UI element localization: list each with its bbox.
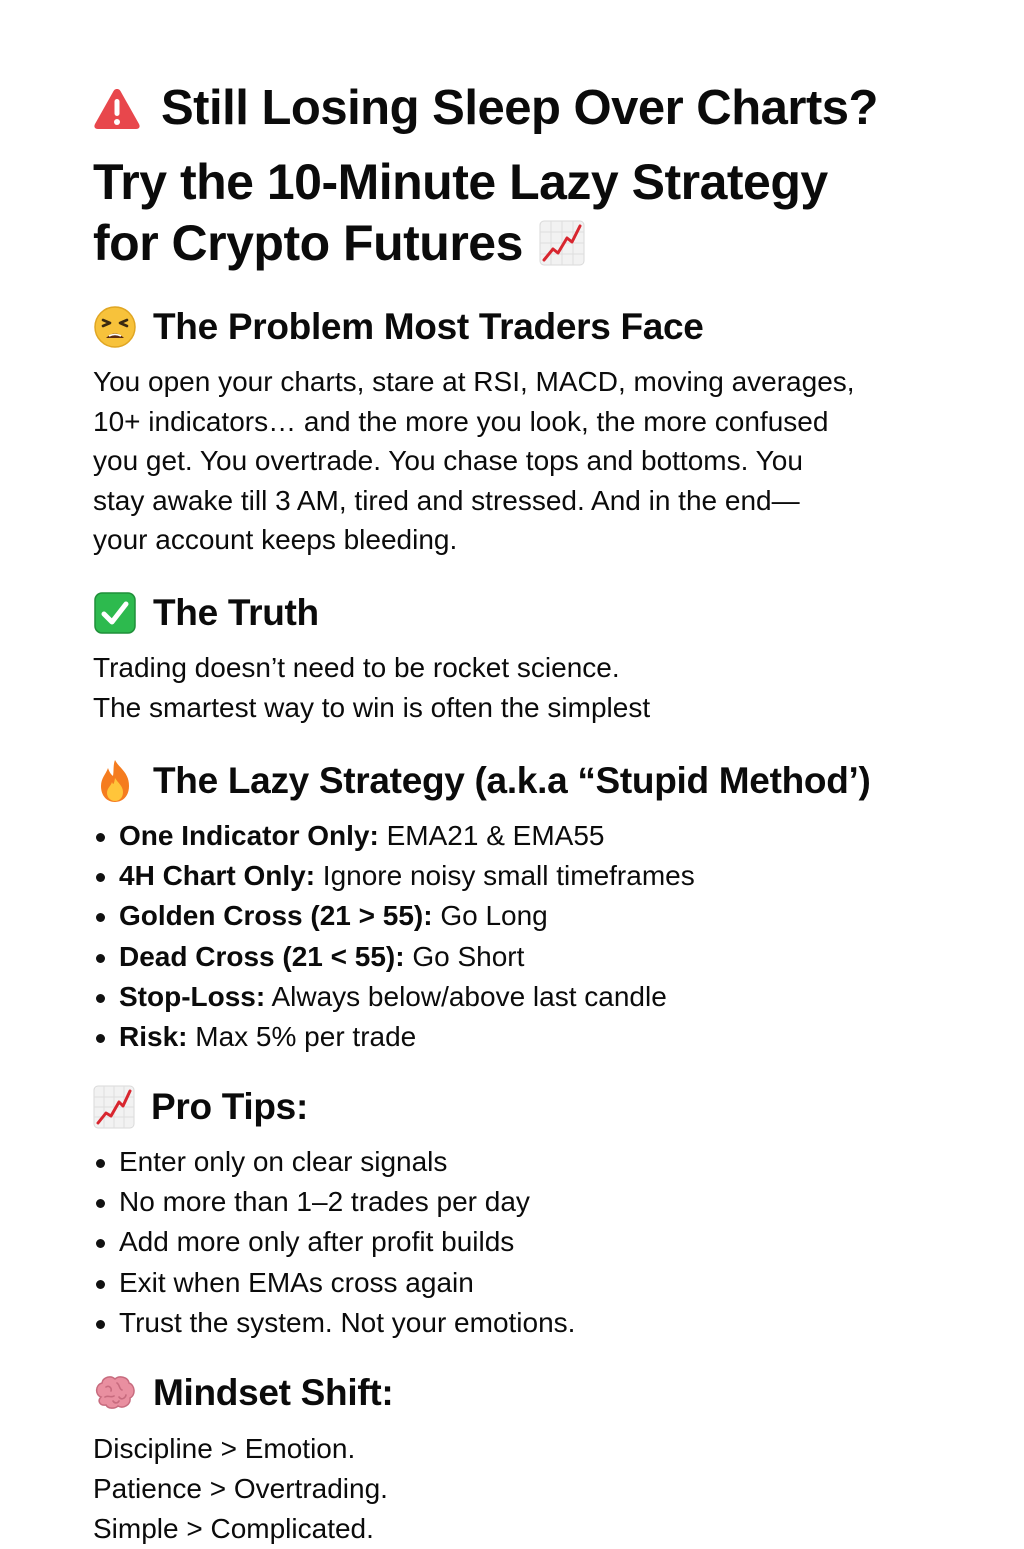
item-text: Go Short xyxy=(404,940,525,972)
item-label: Risk: xyxy=(119,1020,188,1052)
tips-heading-text: Pro Tips: xyxy=(151,1086,308,1127)
section-heading-tips xyxy=(93,1084,308,1130)
tired-face-icon xyxy=(93,305,137,349)
paragraph-line: 10+ indicators… and the more you look, the more confused xyxy=(93,405,829,437)
paragraph-line: your account keeps bleeding. xyxy=(93,524,458,556)
mindset-line: Discipline > Emotion. xyxy=(93,1433,356,1464)
item-text: EMA21 & EMA55 xyxy=(378,820,605,851)
title-text-1: Still Losing Sleep Over Charts? xyxy=(161,81,878,135)
item-label: Golden Cross (21 > 55): xyxy=(119,900,433,932)
chart-increasing-icon xyxy=(93,1085,135,1129)
title-line-2 xyxy=(93,152,828,212)
mindset-lines xyxy=(93,1429,388,1549)
list-item: No more than 1–2 trades per day xyxy=(93,1182,575,1222)
mindset-heading-text: Mindset Shift: xyxy=(153,1372,394,1413)
check-mark-button-icon xyxy=(93,591,137,635)
item-text: Max 5% per trade xyxy=(187,1020,417,1052)
truth-paragraph xyxy=(93,648,650,728)
paragraph-line: stay awake till 3 AM, tired and stressed. And in the end— xyxy=(93,484,800,516)
paragraph-line: Trading doesn’t need to be rocket science. xyxy=(93,652,620,683)
item-label: 4H Chart Only: xyxy=(119,860,316,892)
strategy-heading-text: The Lazy Strategy (a.k.a “Stupid Method’) xyxy=(153,760,871,801)
tips-list xyxy=(93,1142,575,1343)
paragraph-line: The smartest way to win is often the simplest xyxy=(93,692,651,723)
section-heading-mindset xyxy=(93,1370,393,1416)
list-item xyxy=(93,896,695,936)
list-item: Exit when EMAs cross again xyxy=(93,1263,575,1303)
list-item xyxy=(93,816,695,856)
section-heading-problem xyxy=(93,304,704,350)
mindset-line: Patience > Overtrading. xyxy=(93,1473,388,1504)
item-label: Stop-Loss: xyxy=(119,980,266,1012)
title-text-2: Try the 10-Minute Lazy Strategy xyxy=(93,154,828,210)
fire-icon xyxy=(93,758,137,804)
mindset-line: Simple > Complicated. xyxy=(93,1513,374,1544)
item-label: One Indicator Only: xyxy=(119,820,379,851)
section-heading-strategy xyxy=(93,758,871,804)
title-line-3 xyxy=(93,213,585,273)
title-line-1 xyxy=(93,78,878,138)
item-label: Dead Cross (21 < 55): xyxy=(119,940,405,972)
warning-icon xyxy=(93,86,141,130)
paragraph-line: You open your charts, stare at RSI, MACD, moving averages, xyxy=(93,366,855,397)
problem-heading-text: The Problem Most Traders Face xyxy=(153,306,704,347)
truth-heading-text: The Truth xyxy=(153,592,319,633)
list-item xyxy=(93,856,695,896)
list-item: Add more only after profit builds xyxy=(93,1222,575,1262)
section-heading-truth xyxy=(93,590,319,636)
list-item xyxy=(93,937,695,977)
item-text: Ignore noisy small timeframes xyxy=(315,860,695,892)
list-item xyxy=(93,977,695,1017)
chart-increasing-icon xyxy=(539,220,585,266)
item-text: Always below/above last candle xyxy=(265,980,667,1012)
problem-paragraph xyxy=(93,362,855,560)
list-item: Enter only on clear signals xyxy=(93,1142,575,1182)
paragraph-line: you get. You overtrade. You chase tops and bottoms. You xyxy=(93,445,803,477)
strategy-list xyxy=(93,816,695,1057)
item-text: Go Long xyxy=(432,900,548,932)
list-item: Trust the system. Not your emotions. xyxy=(93,1303,575,1343)
title-text-3: for Crypto Futures xyxy=(93,215,523,271)
brain-icon xyxy=(93,1373,137,1413)
list-item xyxy=(93,1017,695,1057)
